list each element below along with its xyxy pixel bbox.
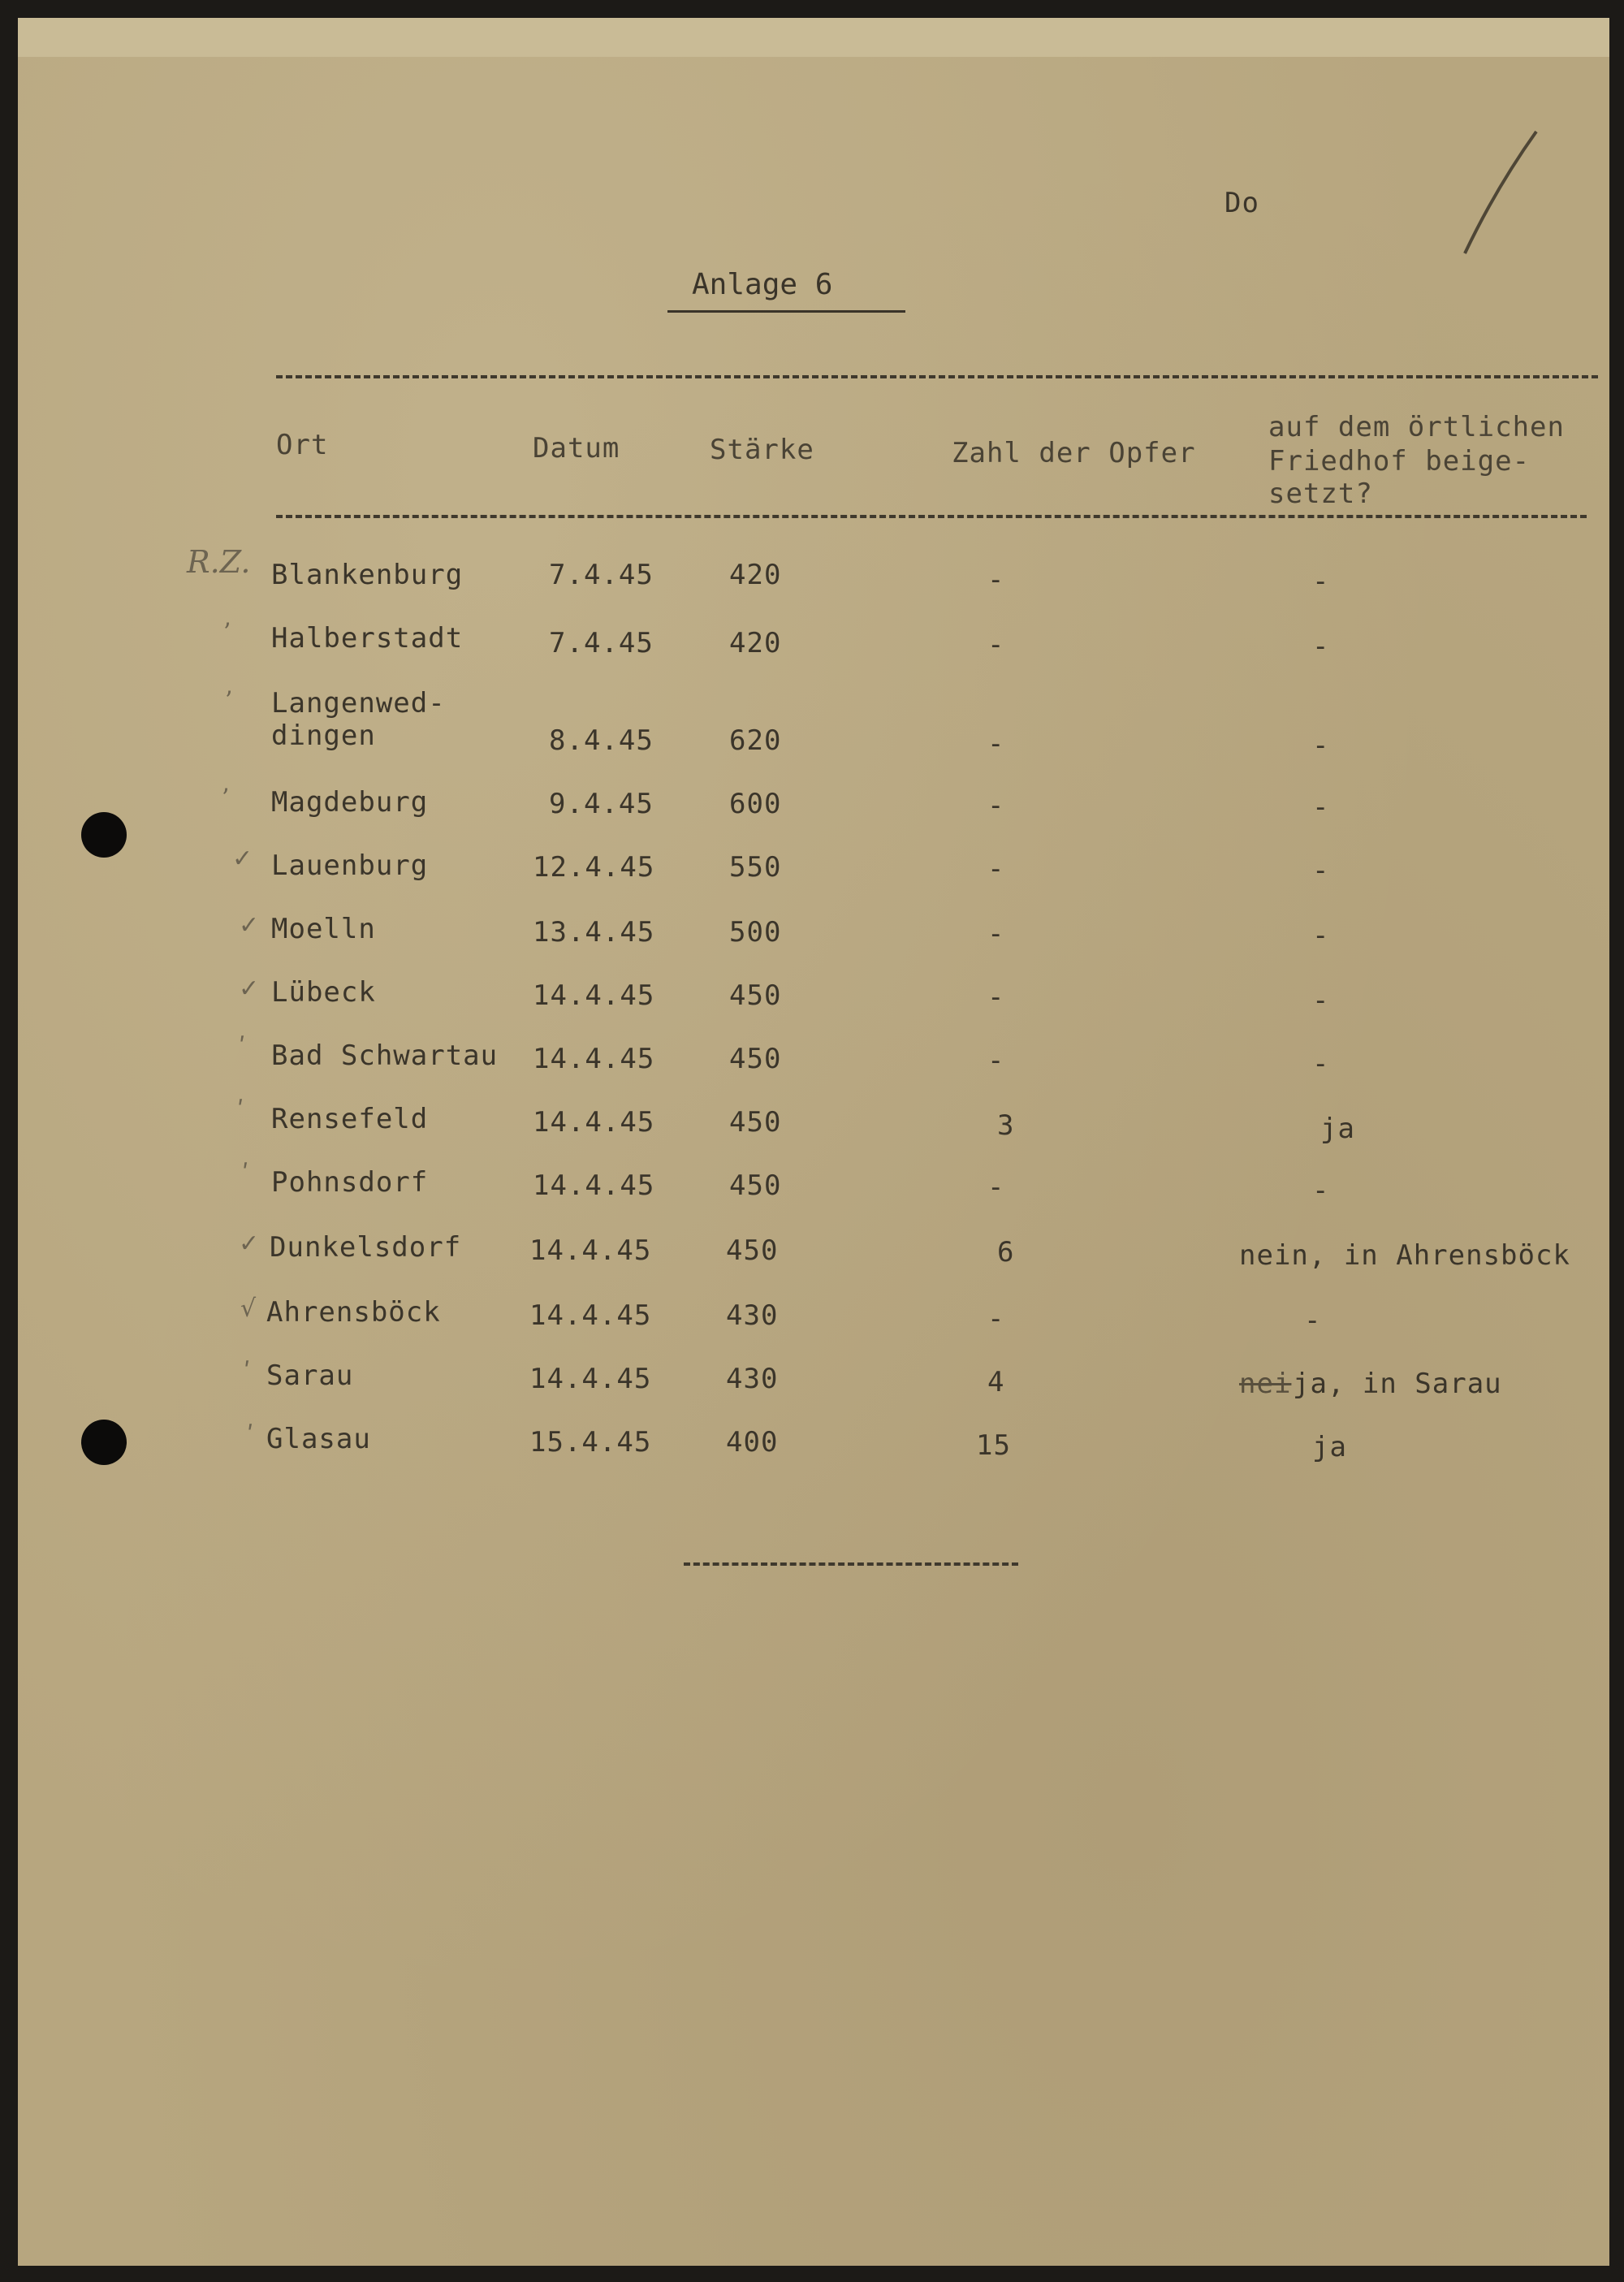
table-row	[18, 1160, 1609, 1215]
cell-ort: Rensefeld	[271, 1103, 429, 1135]
cell-friedhof: -	[1312, 729, 1330, 762]
cell-staerke: 550	[729, 851, 782, 884]
cell-ort: Halberstadt	[271, 622, 464, 655]
cell-datum: 14.4.45	[533, 1043, 655, 1075]
cell-datum: 14.4.45	[529, 1363, 652, 1395]
check-mark: ✓	[239, 975, 260, 1003]
cell-staerke: 420	[729, 559, 782, 591]
cell-staerke: 600	[729, 788, 782, 820]
cell-ort: Ahrensböck	[266, 1296, 441, 1329]
cell-opfer: -	[987, 728, 1005, 760]
check-mark: √	[240, 1294, 257, 1323]
cell-opfer: 6	[997, 1236, 1015, 1268]
cell-ort: Lübeck	[271, 976, 376, 1009]
cell-ort: Bad Schwartau	[271, 1039, 499, 1072]
cell-opfer: -	[987, 1303, 1005, 1335]
column-header-staerke: Stärke	[710, 434, 814, 466]
cell-friedhof: -	[1312, 854, 1330, 887]
cell-datum: 12.4.45	[533, 851, 655, 884]
check-mark: ʼ	[221, 784, 229, 813]
cell-datum: 15.4.45	[529, 1426, 652, 1459]
cell-staerke: 620	[729, 724, 782, 757]
cell-opfer: -	[987, 564, 1005, 596]
table-row	[18, 1096, 1609, 1152]
cell-datum: 14.4.45	[533, 979, 655, 1012]
initials: Do	[1224, 187, 1259, 219]
cell-staerke: 450	[726, 1234, 779, 1267]
cell-datum: 14.4.45	[533, 1106, 655, 1139]
table-row	[18, 1296, 1609, 1345]
check-mark: ʼ	[224, 687, 232, 715]
cell-friedhof: ja	[1312, 1431, 1347, 1463]
table-row	[18, 1231, 1609, 1280]
table-row	[18, 786, 1609, 835]
cell-staerke: 500	[729, 916, 782, 949]
cell-staerke: 450	[729, 1169, 782, 1202]
cell-opfer: -	[987, 1044, 1005, 1077]
cell-friedhof: -	[1304, 1304, 1322, 1337]
cell-ort: Glasau	[266, 1423, 371, 1455]
table-row	[18, 976, 1609, 1025]
cell-ort: Langenwed-	[271, 687, 446, 720]
cell-friedhof: nein, in Ahrensböck	[1239, 1239, 1570, 1272]
cell-opfer: -	[987, 629, 1005, 661]
column-header-friedhof-line3: setzt?	[1268, 478, 1373, 510]
cell-opfer: 4	[987, 1366, 1005, 1398]
pencil-mark	[1439, 123, 1553, 270]
check-mark: ʼ	[222, 619, 231, 647]
cell-staerke: 450	[729, 979, 782, 1012]
column-header-friedhof-line2: Friedhof beige-	[1268, 445, 1531, 478]
cell-friedhof-struck: nei	[1239, 1368, 1292, 1400]
table-end-rule	[684, 1562, 1018, 1566]
cell-ort: Pohnsdorf	[271, 1166, 429, 1199]
cell-opfer: -	[987, 853, 1005, 885]
cell-ort-line2: dingen	[271, 720, 376, 752]
cell-staerke: 450	[729, 1043, 782, 1075]
cell-opfer: -	[987, 789, 1005, 822]
cell-ort: Sarau	[266, 1359, 354, 1392]
cell-datum: 14.4.45	[529, 1299, 652, 1332]
cell-datum: 7.4.45	[549, 559, 654, 591]
table-header-rule	[276, 515, 1587, 518]
check-mark: ✓	[239, 1230, 260, 1258]
check-mark: ʹ	[237, 1096, 244, 1125]
cell-ort: Blankenburg	[271, 559, 464, 591]
cell-ort: Dunkelsdorf	[270, 1231, 462, 1264]
document-page	[18, 18, 1609, 2266]
table-row	[18, 845, 1609, 898]
table-row	[18, 619, 1609, 671]
cell-datum: 8.4.45	[549, 724, 654, 757]
table-row	[18, 1033, 1609, 1088]
cell-opfer: 3	[997, 1109, 1015, 1142]
column-header-datum: Datum	[533, 432, 620, 465]
table-row	[18, 913, 1609, 962]
cell-friedhof: ja, in Sarau	[1293, 1368, 1502, 1400]
cell-staerke: 430	[726, 1363, 779, 1395]
check-mark: ✓	[232, 845, 253, 873]
cell-friedhof: -	[1312, 984, 1330, 1017]
table-top-rule	[276, 375, 1598, 378]
cell-friedhof: -	[1312, 630, 1330, 663]
cell-friedhof: -	[1312, 1048, 1330, 1080]
table-row	[18, 1359, 1609, 1408]
cell-datum: 7.4.45	[549, 627, 654, 659]
cell-staerke: 420	[729, 627, 782, 659]
check-mark: ✓	[239, 911, 260, 940]
page-title: Anlage 6	[692, 268, 833, 301]
cell-opfer: -	[987, 1171, 1005, 1204]
cell-datum: 13.4.45	[533, 916, 655, 949]
check-mark: ʹ	[244, 1358, 251, 1386]
cell-opfer: 15	[976, 1429, 1011, 1462]
cell-ort: Moelln	[271, 913, 376, 945]
column-header-friedhof-line1: auf dem örtlichen	[1268, 411, 1565, 443]
table-row	[18, 1423, 1609, 1472]
check-mark: ʹ	[242, 1160, 249, 1188]
cell-opfer: -	[987, 918, 1005, 950]
cell-friedhof: ja	[1320, 1113, 1355, 1145]
cell-opfer: -	[987, 981, 1005, 1014]
cell-ort: Lauenburg	[271, 849, 429, 882]
check-mark: ʹ	[239, 1033, 246, 1061]
cell-datum: 14.4.45	[529, 1234, 652, 1267]
cell-staerke: 450	[729, 1106, 782, 1139]
cell-friedhof: -	[1312, 1174, 1330, 1207]
column-header-ort: Ort	[276, 429, 329, 461]
page-top-band	[18, 18, 1609, 57]
table-row	[18, 687, 1609, 768]
cell-friedhof: -	[1312, 565, 1330, 598]
cell-ort: Magdeburg	[271, 786, 429, 819]
title-underline	[667, 310, 905, 313]
cell-datum: 9.4.45	[549, 788, 654, 820]
table-row	[18, 559, 1609, 607]
cell-friedhof: -	[1312, 919, 1330, 952]
cell-friedhof: -	[1312, 791, 1330, 823]
cell-staerke: 400	[726, 1426, 779, 1459]
margin-note: R.Z.	[187, 544, 251, 580]
check-mark: ʹ	[247, 1421, 254, 1450]
cell-staerke: 430	[726, 1299, 779, 1332]
column-header-opfer: Zahl der Opfer	[952, 437, 1196, 469]
cell-datum: 14.4.45	[533, 1169, 655, 1202]
